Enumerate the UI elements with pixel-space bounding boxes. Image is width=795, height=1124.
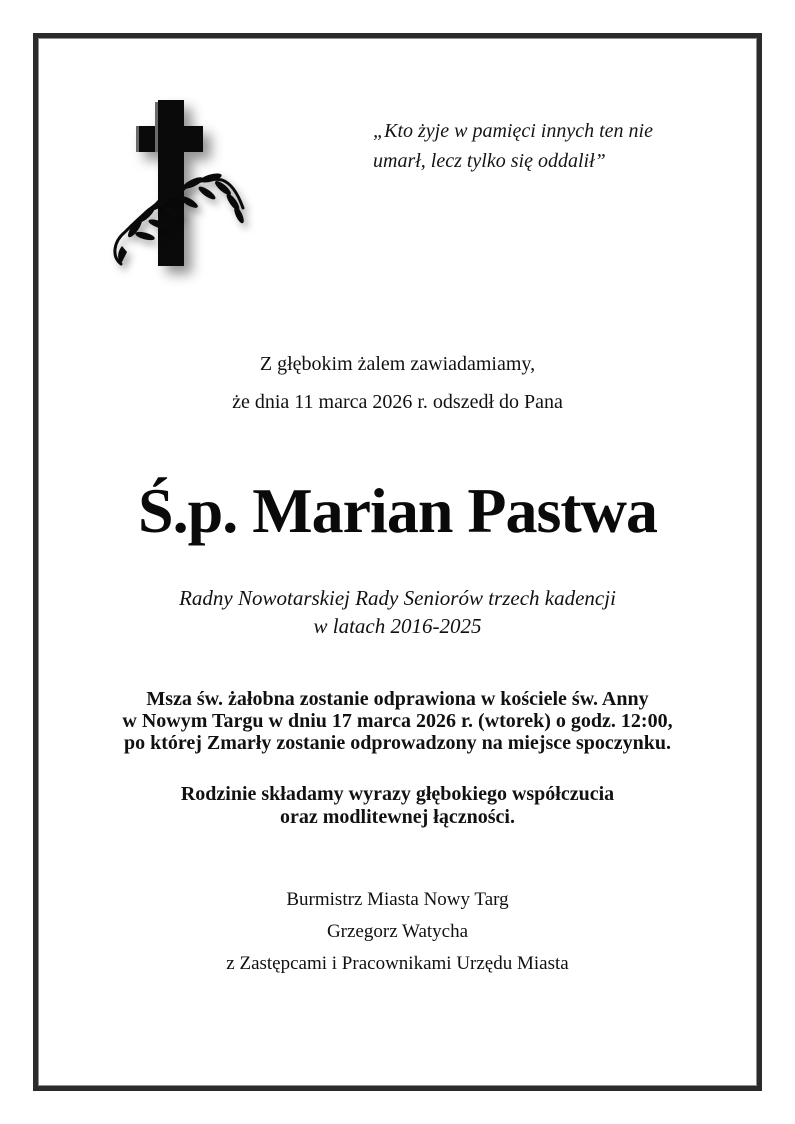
condolence-line-1: Rodzinie składamy wyrazy głębokiego współczucia: [180, 783, 615, 805]
signature-office: Burmistrz Miasta Nowy Targ: [286, 889, 509, 910]
announcement-line-2: że dnia 11 marca 2026 r. odszedł do Pana: [232, 391, 563, 413]
memorial-quote-line-1: „Kto żyje w pamięci innych ten nie: [373, 120, 653, 142]
condolence-line-2: oraz modlitewnej łączności.: [280, 806, 515, 828]
memorial-quote: [373, 116, 653, 176]
funeral-details-line-3: po której Zmarły zostanie odprowadzony na miejsce spoczynku.: [123, 732, 672, 754]
cross-with-branch-illustration: [95, 90, 245, 290]
signature-section: [0, 884, 795, 980]
deceased-role-line-1: Radny Nowotarskiej Rady Seniorów trzech kadencji: [179, 586, 616, 610]
funeral-details-line-1: Msza św. żałobna zostanie odprawiona w kościele św. Anny: [146, 688, 649, 710]
funeral-details-line-2: w Nowym Targu w dniu 17 marca 2026 r. (wtorek) o godz. 12:00,: [122, 710, 673, 732]
announcement-line-1: Z głębokim żalem zawiadamiamy,: [259, 353, 536, 375]
signature-name: Grzegorz Watycha: [326, 921, 469, 942]
deceased-role: [0, 584, 795, 640]
deceased-role-line-2: w latach 2016-2025: [313, 614, 482, 638]
funeral-details: [0, 688, 795, 754]
memorial-quote-line-2: umarł, lecz tylko się oddalił”: [373, 150, 606, 172]
signature-staff: z Zastępcami i Pracownikami Urzędu Miasta: [226, 953, 569, 974]
deceased-name-title: Ś.p. Marian Pastwa: [138, 475, 657, 546]
condolence-message: [0, 783, 795, 829]
